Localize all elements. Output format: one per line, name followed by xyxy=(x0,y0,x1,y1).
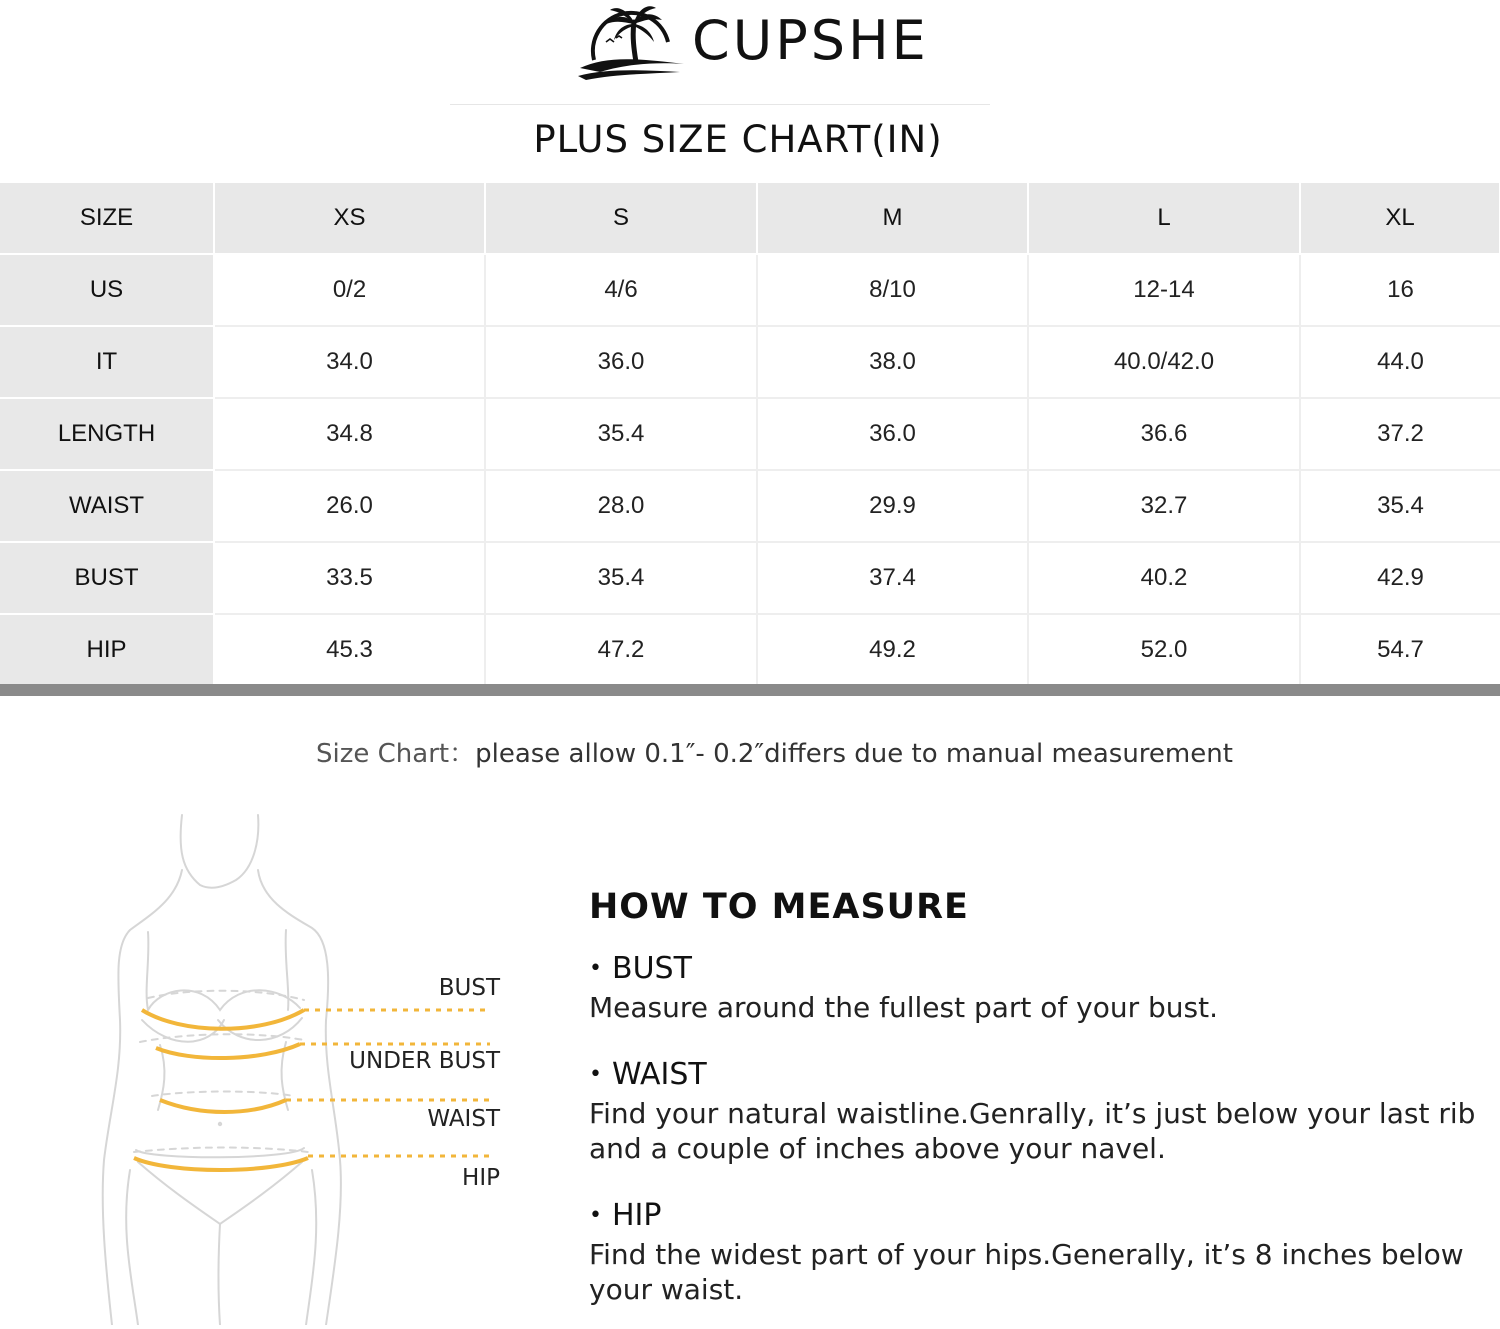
header xyxy=(0,0,1500,180)
how-to-measure-title: HOW TO MEASURE xyxy=(589,887,969,927)
table-cell: 35.4 xyxy=(1300,470,1500,542)
bullet-icon: • xyxy=(589,1203,602,1228)
measure-item-desc: Find your natural waistline.Genrally, it’s just below your last rib and a couple of inches above your navel. xyxy=(589,1097,1476,1165)
note-label: Size Chart： xyxy=(316,739,476,769)
table-cell: 33.5 xyxy=(214,542,485,614)
measure-item-waist xyxy=(589,1057,1489,1166)
brand-name: CUPSHE xyxy=(692,9,929,72)
row-label: IT xyxy=(0,326,214,398)
row-label: US xyxy=(0,254,214,326)
table-cell: 42.9 xyxy=(1300,542,1500,614)
hip-measure-line xyxy=(134,1158,308,1170)
table-header-row xyxy=(0,183,1500,254)
row-label: WAIST xyxy=(0,470,214,542)
waist-measure-line xyxy=(160,1100,286,1112)
table-cell: 49.2 xyxy=(757,614,1028,686)
table-cell: 35.4 xyxy=(485,542,757,614)
table-header-size-label: SIZE xyxy=(0,183,214,254)
table-cell: 40.2 xyxy=(1028,542,1300,614)
measure-item-hip xyxy=(589,1198,1489,1307)
under-bust-label: UNDER BUST xyxy=(349,1048,500,1074)
table-cell: 32.7 xyxy=(1028,470,1300,542)
table-cell: 36.0 xyxy=(485,326,757,398)
table-cell: 34.8 xyxy=(214,398,485,470)
measure-item-title xyxy=(589,1057,1489,1096)
measure-item-title xyxy=(589,1198,1489,1237)
measure-item-name: BUST xyxy=(611,951,692,986)
measure-item-title xyxy=(589,951,1489,990)
table-cell: 16 xyxy=(1300,254,1500,326)
table-cell: 36.0 xyxy=(757,398,1028,470)
table-row xyxy=(0,254,1500,326)
table-row xyxy=(0,542,1500,614)
page-title: PLUS SIZE CHART(IN) xyxy=(533,118,943,161)
waist-label: WAIST xyxy=(427,1106,500,1132)
measure-item-desc: Measure around the fullest part of your bust. xyxy=(589,991,1219,1024)
table-header-cell: XS xyxy=(214,183,485,254)
table-cell: 34.0 xyxy=(214,326,485,398)
measurement-note xyxy=(316,733,1233,770)
how-to-measure-section xyxy=(589,885,1489,1307)
table-cell: 45.3 xyxy=(214,614,485,686)
table-row xyxy=(0,614,1500,686)
bullet-icon: • xyxy=(589,1062,602,1087)
table-cell: 12-14 xyxy=(1028,254,1300,326)
table-cell: 52.0 xyxy=(1028,614,1300,686)
table-header-cell: L xyxy=(1028,183,1300,254)
size-chart-table xyxy=(0,183,1500,687)
table-cell: 44.0 xyxy=(1300,326,1500,398)
table-cell: 47.2 xyxy=(485,614,757,686)
measure-item-bust xyxy=(589,951,1489,1025)
measure-item-name: WAIST xyxy=(611,1057,707,1092)
table-cell: 37.4 xyxy=(757,542,1028,614)
measure-item-name: HIP xyxy=(611,1198,662,1233)
table-cell: 38.0 xyxy=(757,326,1028,398)
table-bottom-bar xyxy=(0,684,1500,696)
brand-logo xyxy=(576,2,929,82)
table-cell: 36.6 xyxy=(1028,398,1300,470)
row-label: BUST xyxy=(0,542,214,614)
table-cell: 8/10 xyxy=(757,254,1028,326)
table-cell: 37.2 xyxy=(1300,398,1500,470)
table-row xyxy=(0,470,1500,542)
bullet-icon: • xyxy=(589,956,602,981)
table-row xyxy=(0,398,1500,470)
note-text: please allow 0.1″- 0.2″differs due to manual measurement xyxy=(475,739,1233,769)
table-cell: 26.0 xyxy=(214,470,485,542)
hip-label: HIP xyxy=(462,1165,500,1191)
bust-label: BUST xyxy=(438,975,500,1001)
table-header-cell: M xyxy=(757,183,1028,254)
table-cell: 35.4 xyxy=(485,398,757,470)
table-header-cell: S xyxy=(485,183,757,254)
palm-tree-wave-logo-icon xyxy=(576,2,688,82)
under-bust-measure-line xyxy=(156,1044,300,1058)
row-label: LENGTH xyxy=(0,398,214,470)
table-cell: 29.9 xyxy=(757,470,1028,542)
table-cell: 54.7 xyxy=(1300,614,1500,686)
table-cell: 28.0 xyxy=(485,470,757,542)
table-cell: 4/6 xyxy=(485,254,757,326)
table-row xyxy=(0,326,1500,398)
table-cell: 0/2 xyxy=(214,254,485,326)
measure-item-desc: Find the widest part of your hips.Generally, it’s 8 inches below your waist. xyxy=(589,1238,1464,1306)
table-header-cell: XL xyxy=(1300,183,1500,254)
header-divider xyxy=(450,104,990,105)
table-cell: 40.0/42.0 xyxy=(1028,326,1300,398)
body-measurement-figure xyxy=(90,810,510,1325)
row-label: HIP xyxy=(0,614,214,686)
